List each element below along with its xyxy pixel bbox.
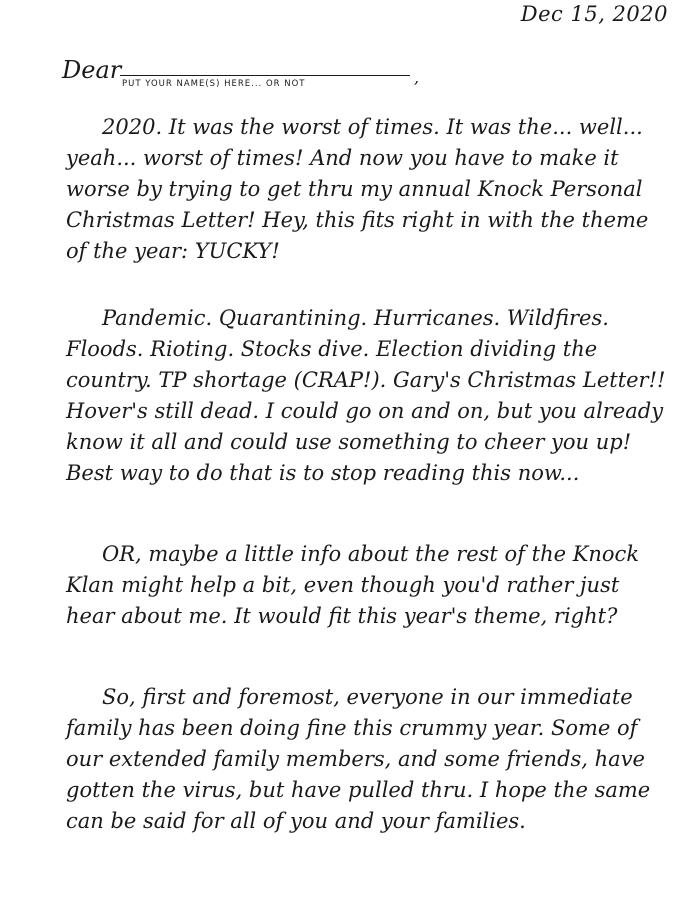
name-placeholder-text: PUT YOUR NAME(S) HERE... OR NOT [122, 79, 306, 89]
name-blank-line [120, 75, 410, 76]
paragraph-family-health: So, first and foremost, everyone in our immediate family has been doing fine this crummy year. Some of our extended family members, and some friends, have gotten the virus, but have pulled thru. I hope the same can be said for all of you and your families. [66, 685, 651, 833]
letter-body [66, 112, 666, 837]
paragraph-family-intro: OR, maybe a little info about the rest of the Knock Klan might help a bit, even though you'd rather just hear about me. It would fit this year's theme, right? [66, 542, 640, 628]
salutation-comma: , [414, 68, 420, 87]
salutation-dear: Dear [62, 56, 122, 84]
salutation-line [62, 56, 482, 96]
paragraph-events: Pandemic. Quarantining. Hurricanes. Wildfires. Floods. Rioting. Stocks dive. Election dividing the country. TP shortage (CRAP!). Gary's Christmas Letter!! Hover's still dead. I could go on and on, but you already know it all and could use something to cheer you up! Best way to do that is to stop reading this now... [66, 306, 666, 485]
letter-date: Dec 15, 2020 [520, 2, 668, 26]
paragraph-intro: 2020. It was the worst of times. It was the... well... yeah... worst of times! And now you have to make it worse by trying to get thru my annual Knock Personal Christmas Letter! Hey, this fits right in with the theme of the year: YUCKY! [66, 115, 649, 263]
